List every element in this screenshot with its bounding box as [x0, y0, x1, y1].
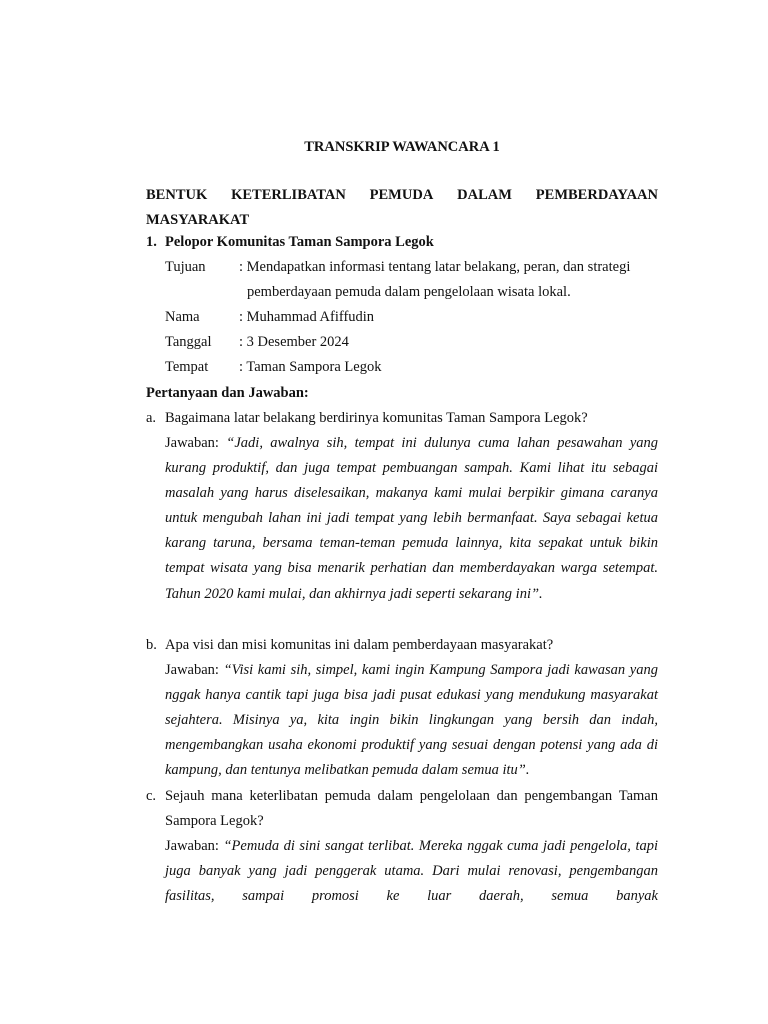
heading-word: PEMBERDAYAAN [535, 187, 658, 203]
tanggal-value: : 3 Desember 2024 [239, 334, 349, 350]
answer-label: Jawaban: [165, 662, 224, 678]
answer-paragraph [165, 431, 658, 607]
answer-label: Jawaban: [165, 435, 227, 451]
item-number: 1. [146, 234, 157, 250]
qa-heading: Pertanyaan dan Jawaban: [146, 385, 309, 401]
question-marker: a. [146, 410, 157, 426]
section-heading [146, 183, 658, 233]
tujuan-value: : Mendapatkan informasi tentang latar belakang, peran, dan strategi [239, 259, 631, 275]
tempat-value: : Taman Sampora Legok [239, 359, 382, 375]
question-marker: c. [146, 788, 157, 804]
question-marker: b. [146, 637, 157, 653]
tanggal-label: Tanggal [165, 334, 212, 350]
heading-word: DALAM [457, 187, 512, 203]
document-title: TRANSKRIP WAWANCARA 1 [304, 139, 500, 155]
answer-paragraph [165, 658, 658, 783]
answer-text: “Visi kami sih, simpel, kami ingin Kampung Sampora jadi kawasan yang nggak hanya cantik tapi juga bisa jadi pusat edukasi yang mendukung masyarakat sejahtera. Misinya ya, kita ingin bikin lingkungan yang bersih dan indah, mengembangkan usaha ekonomi produktif yang sesuai dengan potensi yang ada di kampung, dan tentunya melibatkan pemuda dalam semua itu”. [165, 662, 658, 779]
question-text: Apa visi dan misi komunitas ini dalam pemberdayaan masyarakat? [165, 637, 554, 653]
section-heading-line-2: MASYARAKAT [146, 212, 250, 228]
answer-text: “Jadi, awalnya sih, tempat ini dulunya cuma lahan pesawahan yang kurang produktif, dan juga tempat pembuangan sampah. Kami lihat itu sebagai masalah yang harus diselesaikan, makanya kami mulai berpikir gimana caranya untuk mengubah lahan ini jadi tempat yang lebih bermanfaat. Saya sebagai ketua karang taruna, bersama teman-teman pemuda lainnya, kita sepakat untuk bikin tempat wisata yang bisa menarik perhatian dan memberdayakan warga setempat. Tahun 2020 kami mulai, dan akhirnya jadi seperti sekarang ini”. [165, 435, 658, 602]
tujuan-value-continued: pemberdayaan pemuda dalam pengelolaan wisata lokal. [247, 284, 571, 300]
section-heading-line-1 [146, 183, 658, 208]
answer-paragraph [165, 834, 658, 909]
tujuan-label: Tujuan [165, 259, 206, 275]
heading-word: PEMUDA [369, 187, 434, 203]
nama-value: : Muhammad Afiffudin [239, 309, 375, 325]
answer-text: “Pemuda di sini sangat terlibat. Mereka nggak cuma jadi pengelola, tapi juga banyak yang jadi penggerak utama. Dari mulai renovasi, pengembangan fasilitas, sampai promosi ke luar daerah, semua banyak [165, 838, 658, 905]
heading-word: KETERLIBATAN [231, 187, 346, 203]
question-text: Sejauh mana keterlibatan pemuda dalam pengelolaan dan pengembangan Taman Sampora Legok? [165, 788, 658, 830]
question-text: Bagaimana latar belakang berdirinya komunitas Taman Sampora Legok? [165, 410, 588, 426]
answer-label: Jawaban: [165, 838, 224, 854]
heading-word: BENTUK [146, 187, 208, 203]
item-title: Pelopor Komunitas Taman Sampora Legok [165, 234, 434, 250]
nama-label: Nama [165, 309, 200, 325]
tempat-label: Tempat [165, 359, 209, 375]
